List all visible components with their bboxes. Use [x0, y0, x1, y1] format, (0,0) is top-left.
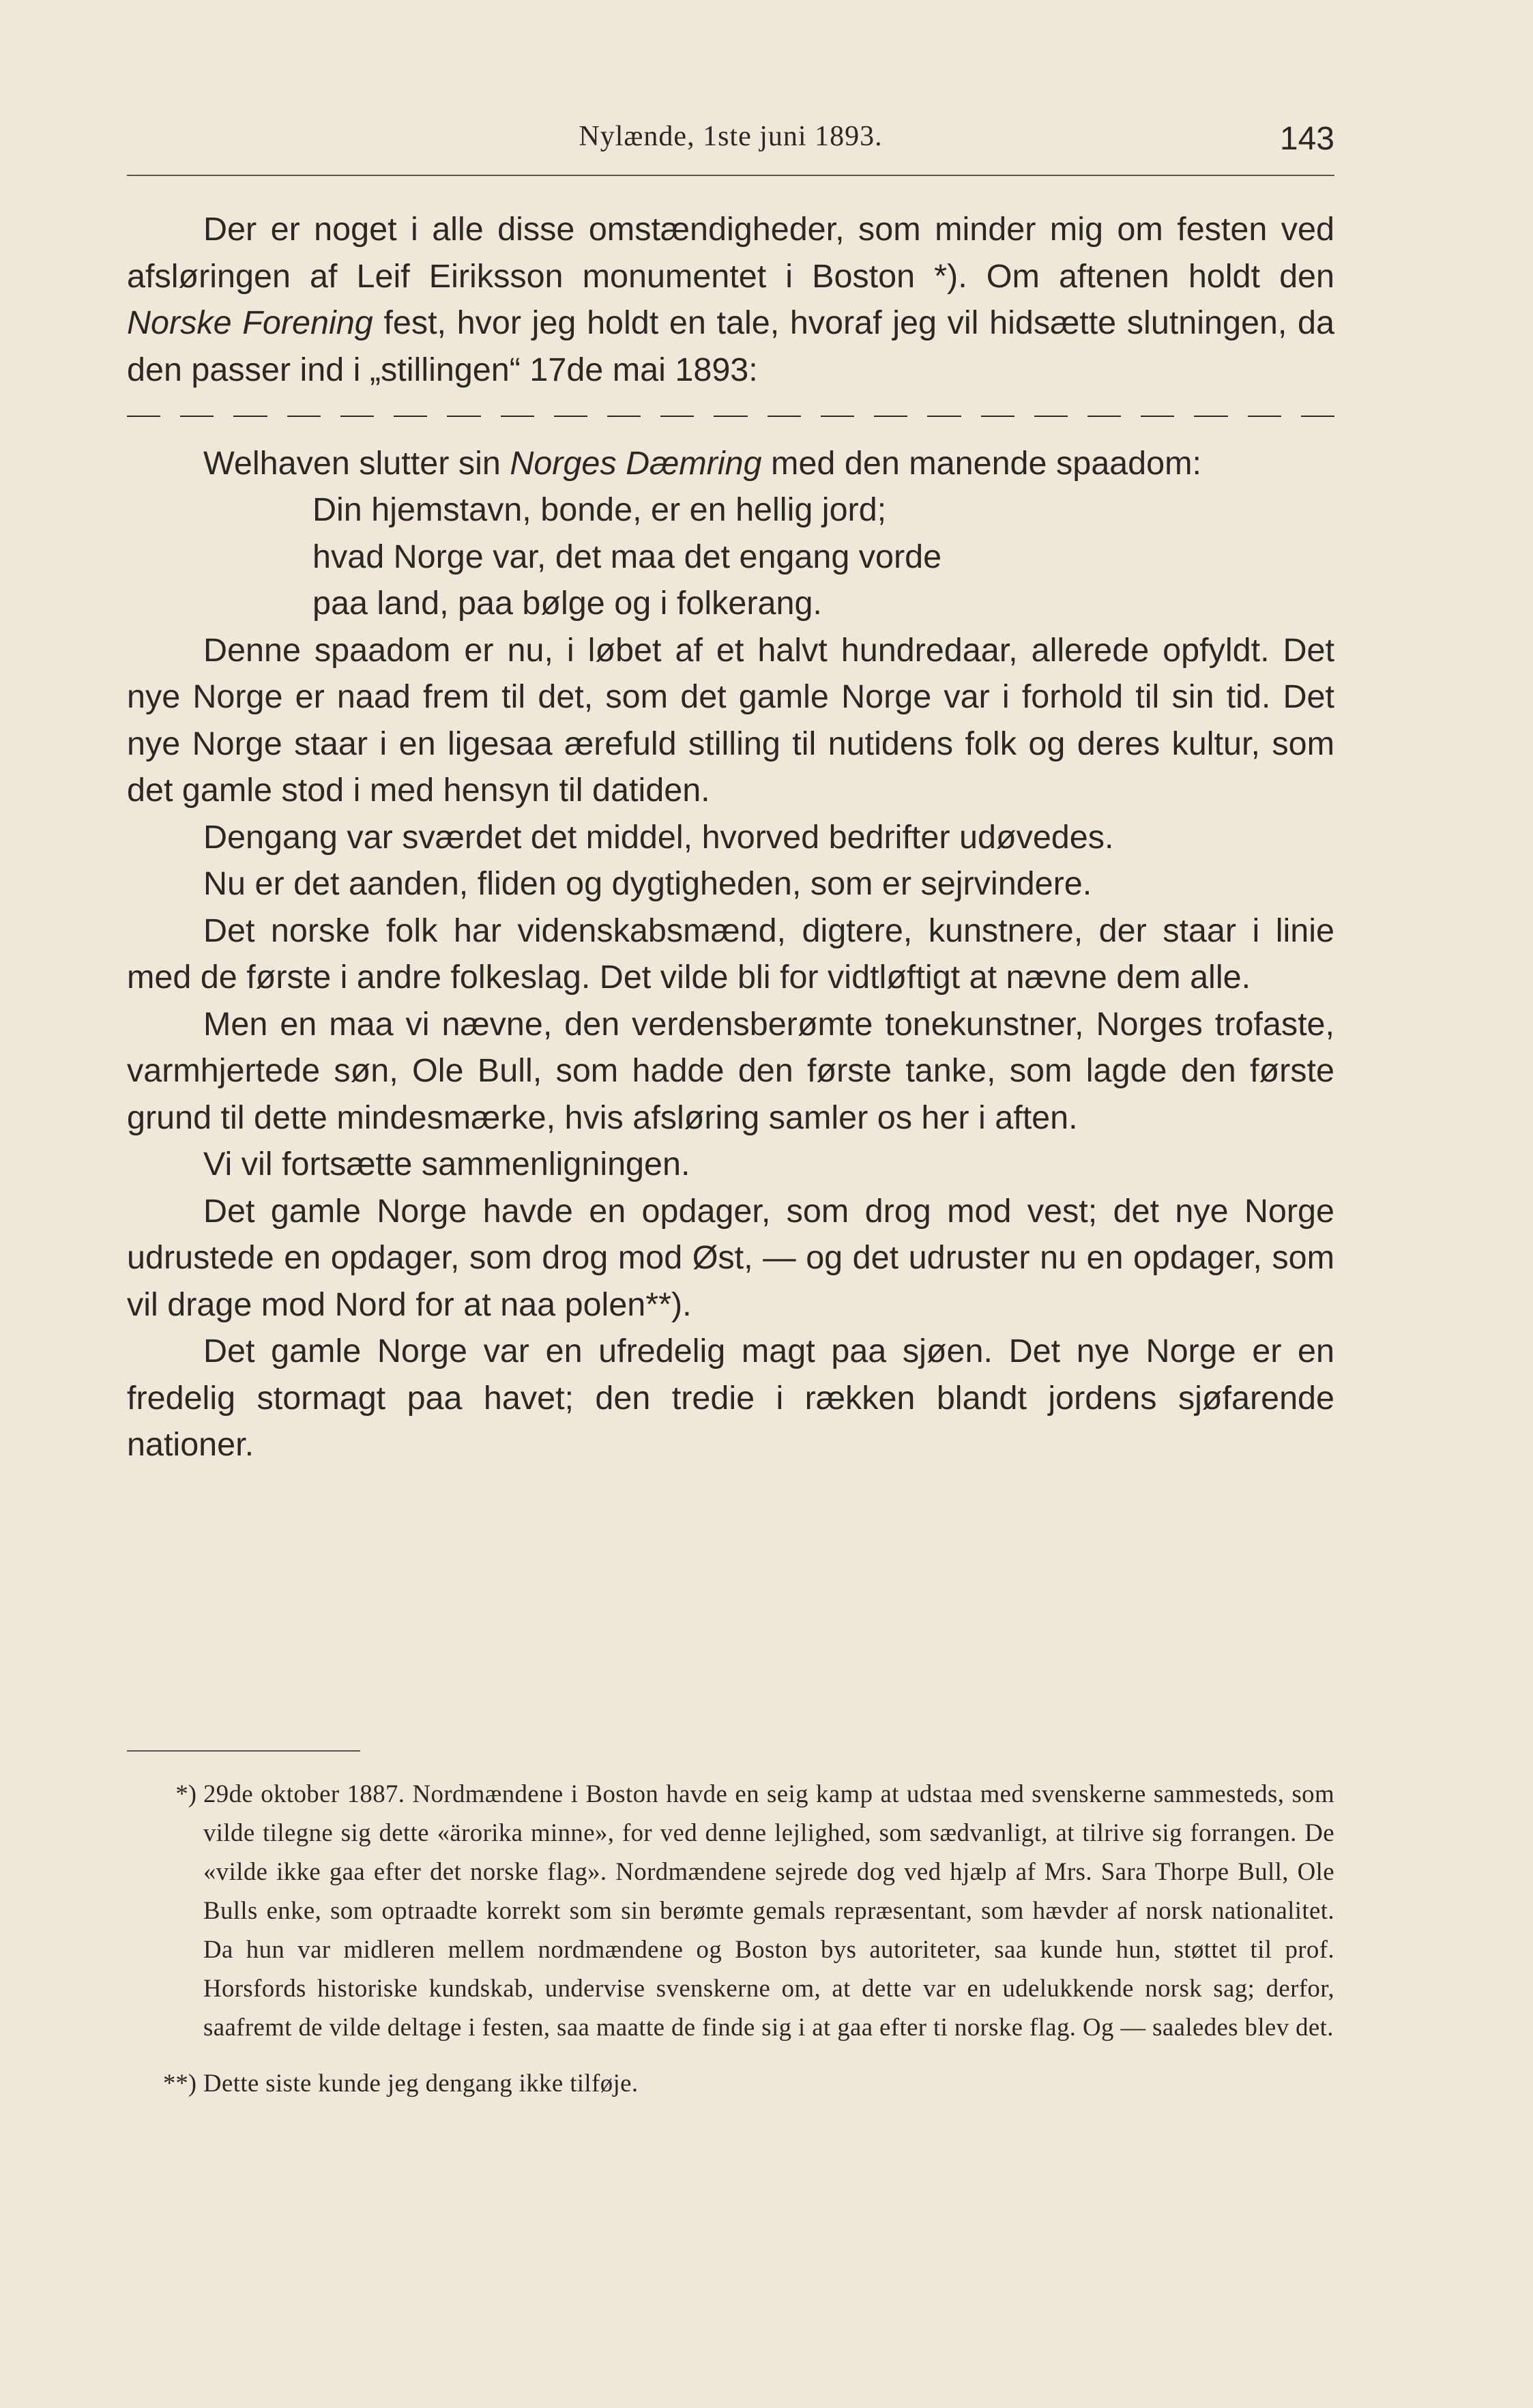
paragraph: Det gamle Norge var en ufredelig magt paa sjøen. Det nye Norge er en fredelig stormagt paa havet; den tredie i rækken blandt jordens sjøfarende nationer. — [127, 1333, 1334, 1463]
verse-line: paa land, paa bølge og i folkerang. — [312, 585, 822, 622]
footnote-mark: *) — [175, 1780, 196, 1808]
footnote-text: 29de oktober 1887. Nordmændene i Boston havde en seig kamp at udstaa med svenskerne sammesteds, som vilde tilegne sig dette «ärorika minne», for ved denne lejlighed, som sædvanligt, at tilrive sig forrangen. De «vilde ikke gaa efter det norske flag». Nordmændene sejrede dog ved hjælp af Mrs. Sara Thorpe Bull, Ole Bulls enke, som optraadte korrekt som sin berømte gemals repræsentant, som hævder af norsk nationalitet. Da hun var midleren mellem nordmændene og Boston bys autoriteter, saa kunde hun, støttet til prof. Horsfords historiske kundskab, undervise svenskerne om, at dette var en udelukkende norsk sag; derfor, saafremt de vilde deltage i festen, saa maatte de finde sig i at gaa efter ti norske flag. Og — saaledes blev det. — [203, 1780, 1334, 2041]
page-number: 143 — [1279, 121, 1334, 157]
paragraph: Der er noget i alle disse omstændigheder, som minder mig om festen ved afsløringen af Leif Eiriksson monumentet i Boston *). Om aftenen holdt den Norske Forening fest, hvor jeg holdt en tale, hvoraf jeg vil hidsætte slutningen, da den passer ind i „stillingen“ 17de mai 1893: — [127, 211, 1334, 388]
footnote — [127, 1774, 1334, 2046]
page-header — [127, 120, 1334, 168]
running-title: Nylænde, 1ste juni 1893. — [579, 121, 883, 152]
paragraph: Det gamle Norge havde en opdager, som drog mod vest; det nye Norge udrustede en opdager, som drog mod Øst, — og det udruster nu en opdager, som vil drage mod Nord for at naa polen**). — [127, 1192, 1334, 1323]
footnotes — [127, 1774, 1334, 2102]
verse-line: Din hjemstavn, bonde, er en hellig jord; — [312, 491, 887, 528]
verse-line: hvad Norge var, det maa det engang vorde — [312, 538, 942, 575]
italic-text: Norges Dæmring — [510, 444, 762, 482]
footnote — [127, 2063, 1334, 2102]
paragraph: Denne spaadom er nu, i løbet af et halvt hundredaar, allerede opfyldt. Det nye Norge er naad frem til det, som det gamle Norge var i forhold til sin tid. Det nye Norge staar i en ligesaa ærefuld stilling til nutidens folk og deres kultur, som det gamle stod i med hensyn til datiden. — [127, 631, 1334, 809]
header-rule — [127, 175, 1334, 176]
footnote-text: Dette siste kunde jeg dengang ikke tilføje. — [203, 2069, 639, 2097]
paragraph: Det norske folk har videnskabsmænd, digtere, kunstnere, der staar i linie med de første i andre folkeslag. Det vilde bli for vidtløftigt at nævne dem alle. — [127, 912, 1334, 996]
verse-quote — [312, 487, 1334, 627]
footnote-mark: **) — [162, 2069, 196, 2097]
paragraph: Men en maa vi nævne, den verdensberømte tonekunstner, Norges trofaste, varmhjertede søn, Ole Bull, som hadde den første tanke, som lagde den første grund til dette mindesmærke, hvis afsløring samler os her i aften. — [127, 1005, 1334, 1136]
paragraph: Vi vil fortsætte sammenligningen. — [203, 1146, 690, 1183]
dash-separator — [127, 393, 1334, 440]
paragraph: Dengang var sværdet det middel, hvorved bedrifter udøvedes. — [203, 818, 1114, 856]
main-text — [127, 206, 1334, 1468]
paragraph: Welhaven slutter sin Norges Dæmring med den manende spaadom: — [203, 444, 1201, 482]
italic-text: Norske Forening — [127, 304, 373, 341]
paragraph: Nu er det aanden, fliden og dygtigheden, som er sejrvindere. — [203, 865, 1092, 902]
footnote-rule — [127, 1750, 360, 1752]
